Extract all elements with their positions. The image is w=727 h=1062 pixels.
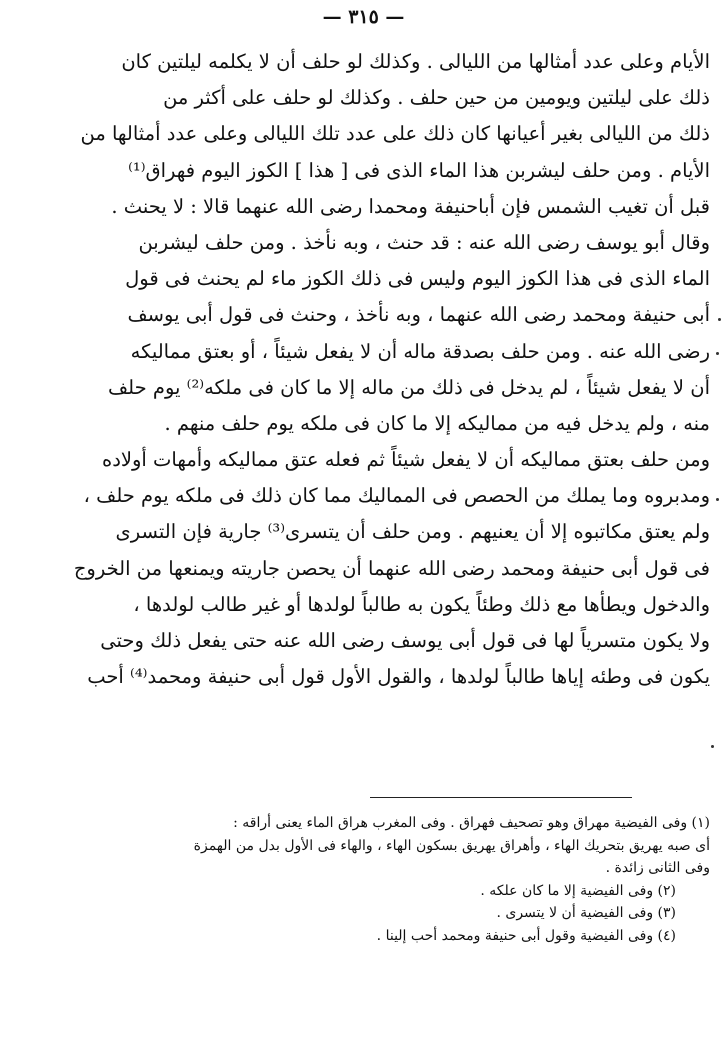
text-line: أن لا يفعل شيئاً ، لم يدخل فى ذلك من ماله إلا ما كان فى ملكه⁽²⁾ يوم حلف <box>107 375 710 399</box>
text-line: قبل أن تغيب الشمس فإن أباحنيفة ومحمدا رضى الله عنهما قالا : لا يحنث . <box>111 194 710 218</box>
text-line: ولم يعتق مكاتبوه إلا أن يعنيهم . ومن حلف أن يتسرى⁽³⁾ جارية فإن التسرى <box>115 520 710 544</box>
main-text <box>60 44 710 695</box>
text-line: فى قول أبى حنيفة ومحمد رضى الله عنهما أن يحصن جاريته ويمنعها من الخروج <box>73 556 710 580</box>
footnotes <box>50 812 710 948</box>
text-line: يكون فى وطئه إياها طالباً لولدها ، والقول الأول قول أبى حنيفة ومحمد⁽⁴⁾ أحب <box>87 665 710 689</box>
text-line: ومدبروه وما يملك من الحصص فى المماليك مما كان ذلك فى ملكه يوم حلف ، <box>83 484 710 508</box>
footnote-line: (١) وفى الفيضية مهراق وهو تصحيف فهراق . وفى المغرب هراق الماء يعنى أراقه : <box>233 815 710 831</box>
text-line: الماء الذى فى هذا الكوز اليوم وليس فى ذلك الكوز ماء لم يحنث فى قول <box>125 267 710 291</box>
text-line: أبى حنيفة ومحمد رضى الله عنهما ، وبه نأخذ ، وحنث فى قول أبى يوسف <box>127 303 710 327</box>
text-line: الأيام وعلى عدد أمثالها من الليالى . وكذلك لو حلف أن لا يكلمه ليلتين كان <box>121 50 710 73</box>
page-number: — ٣١٥ — <box>322 6 405 28</box>
footnote-line: (٢) وفى الفيضية إلا ما كان علكه . <box>480 882 676 899</box>
footnote-line: (٤) وفى الفيضية وقول أبى حنيفة ومحمد أحب إلينا . <box>376 927 676 944</box>
text-line: وقال أبو يوسف رضى الله عنه : قد حنث ، وبه نأخذ . ومن حلف ليشربن <box>138 230 710 254</box>
footnote-line: (٣) وفى الفيضية أن لا يتسرى . <box>496 905 676 922</box>
footnote-line: وفى الثانى زائدة . <box>605 860 710 877</box>
text-line: منه ، ولم يدخل فيه من مماليكه إلا ما كان فى ملكه يوم حلف منهم . <box>164 411 710 435</box>
text-line: ولا يكون متسرياً لها فى قول أبى يوسف رضى الله عنه حتى يفعل ذلك وحتى <box>100 629 710 652</box>
scan-speck <box>716 498 719 501</box>
text-line: رضى الله عنه . ومن حلف بصدقة ماله أن لا يفعل شيئاً ، أو بعتق مماليكه <box>130 339 710 363</box>
text-line: ذلك من الليالى بغير أعيانها كان ذلك على عدد تلك الليالى وعلى عدد أمثالها من <box>80 122 710 146</box>
footnote-line: أى صبه يهريق بتحريك الهاء ، وأهراق يهريق بسكون الهاء ، والهاء فى الأول بدل من الهمزة <box>193 837 710 854</box>
scan-speck <box>718 318 721 321</box>
text-line: الأيام . ومن حلف ليشربن هذا الماء الذى فى [ هذا ] الكوز اليوم فهراق⁽¹⁾ <box>128 158 710 182</box>
scan-speck <box>716 352 719 355</box>
footnote-divider <box>370 797 632 798</box>
text-line: والدخول ويطأها مع ذلك وطئاً يكون به طالباً لولدها أو غير طالب لولدها ، <box>133 592 710 616</box>
text-line: ومن حلف بعتق مماليكه أن لا يفعل شيئاً ثم فعله عتق مماليكه وأمهات أولاده <box>101 448 710 472</box>
text-line: ذلك على ليلتين ويومين من حين حلف . وكذلك لو حلف على أكثر من <box>163 86 710 110</box>
scan-speck <box>711 745 714 748</box>
